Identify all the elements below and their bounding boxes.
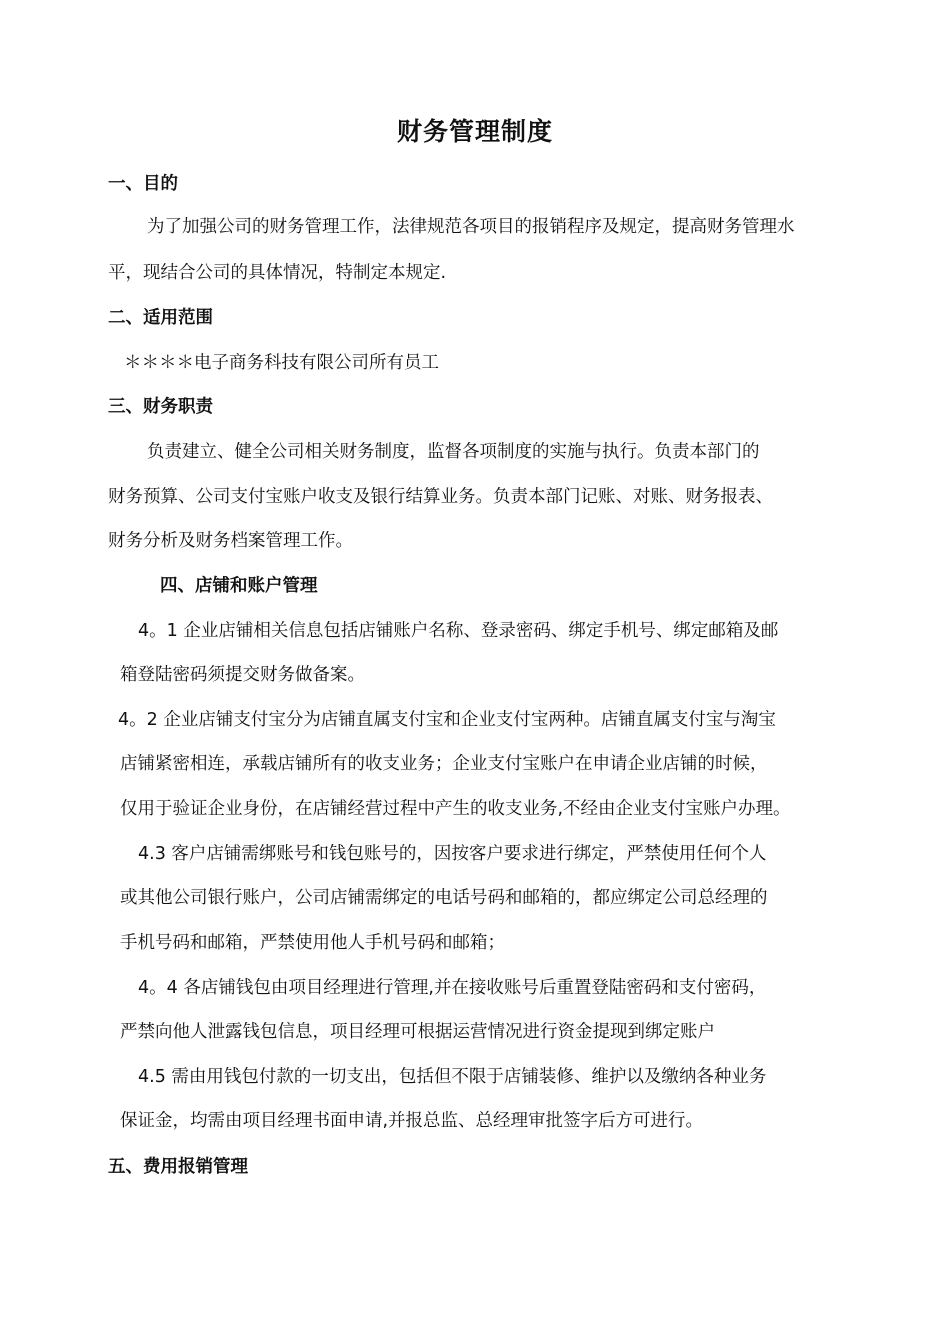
duties-line: 负责建立、健全公司相关财务制度，监督各项制度的实施与执行。负责本部门的 [147, 442, 760, 462]
scope-line: ＊＊＊＊电子商务科技有限公司所有员工 [124, 353, 439, 373]
shop-line: 店铺紧密相连，承载店铺所有的收支业务；企业支付宝账户在申请企业店铺的时候， [120, 754, 768, 774]
document-title: 财务管理制度 [396, 117, 553, 146]
purpose-line: 为了加强公司的财务管理工作，法律规范各项目的报销程序及规定，提高财务管理水 [147, 217, 795, 237]
shop-line: 4。1 企业店铺相关信息包括店铺账户名称、登录密码、绑定手机号、绑定邮箱及邮 [138, 621, 779, 641]
shop-line: 仅用于验证企业身份，在店铺经营过程中产生的收支业务,不经由企业支付宝账户办理。 [120, 799, 791, 819]
shop-line: 4.5 需由用钱包付款的一切支出，包括但不限于店铺装修、维护以及缴纳各种业务 [138, 1067, 767, 1087]
shop-line: 或其他公司银行账户，公司店铺需绑定的电话号码和邮箱的，都应绑定公司总经理的 [120, 888, 768, 908]
section-heading-duties: 三、财务职责 [108, 397, 213, 417]
shop-line: 箱登陆密码须提交财务做备案。 [120, 665, 365, 685]
section-heading-expense: 五、费用报销管理 [108, 1157, 248, 1177]
shop-line: 4。2 企业店铺支付宝分为店铺直属支付宝和企业支付宝两种。店铺直属支付宝与淘宝 [118, 710, 776, 730]
section-heading-purpose: 一、目的 [108, 174, 178, 194]
shop-line: 严禁向他人泄露钱包信息，项目经理可根据运营情况进行资金提现到绑定账户 [120, 1022, 715, 1042]
shop-line: 手机号码和邮箱，严禁使用他人手机号码和邮箱； [120, 933, 505, 953]
shop-line: 4。4 各店铺钱包由项目经理进行管理,并在接收账号后重置登陆密码和支付密码， [138, 978, 767, 998]
section-heading-scope: 二、适用范围 [108, 308, 213, 328]
shop-line: 保证金，均需由项目经理书面申请,并报总监、总经理审批签字后方可进行。 [120, 1111, 704, 1131]
purpose-line: 平，现结合公司的具体情况，特制定本规定. [108, 263, 447, 283]
duties-line: 财务分析及财务档案管理工作。 [108, 531, 353, 551]
section-heading-shop: 四、店铺和账户管理 [160, 576, 318, 596]
duties-line: 财务预算、公司支付宝账户收支及银行结算业务。负责本部门记账、对账、财务报表、 [108, 487, 773, 507]
shop-line: 4.3 客户店铺需绑账号和钱包账号的，因按客户要求进行绑定，严禁使用任何个人 [138, 844, 767, 864]
